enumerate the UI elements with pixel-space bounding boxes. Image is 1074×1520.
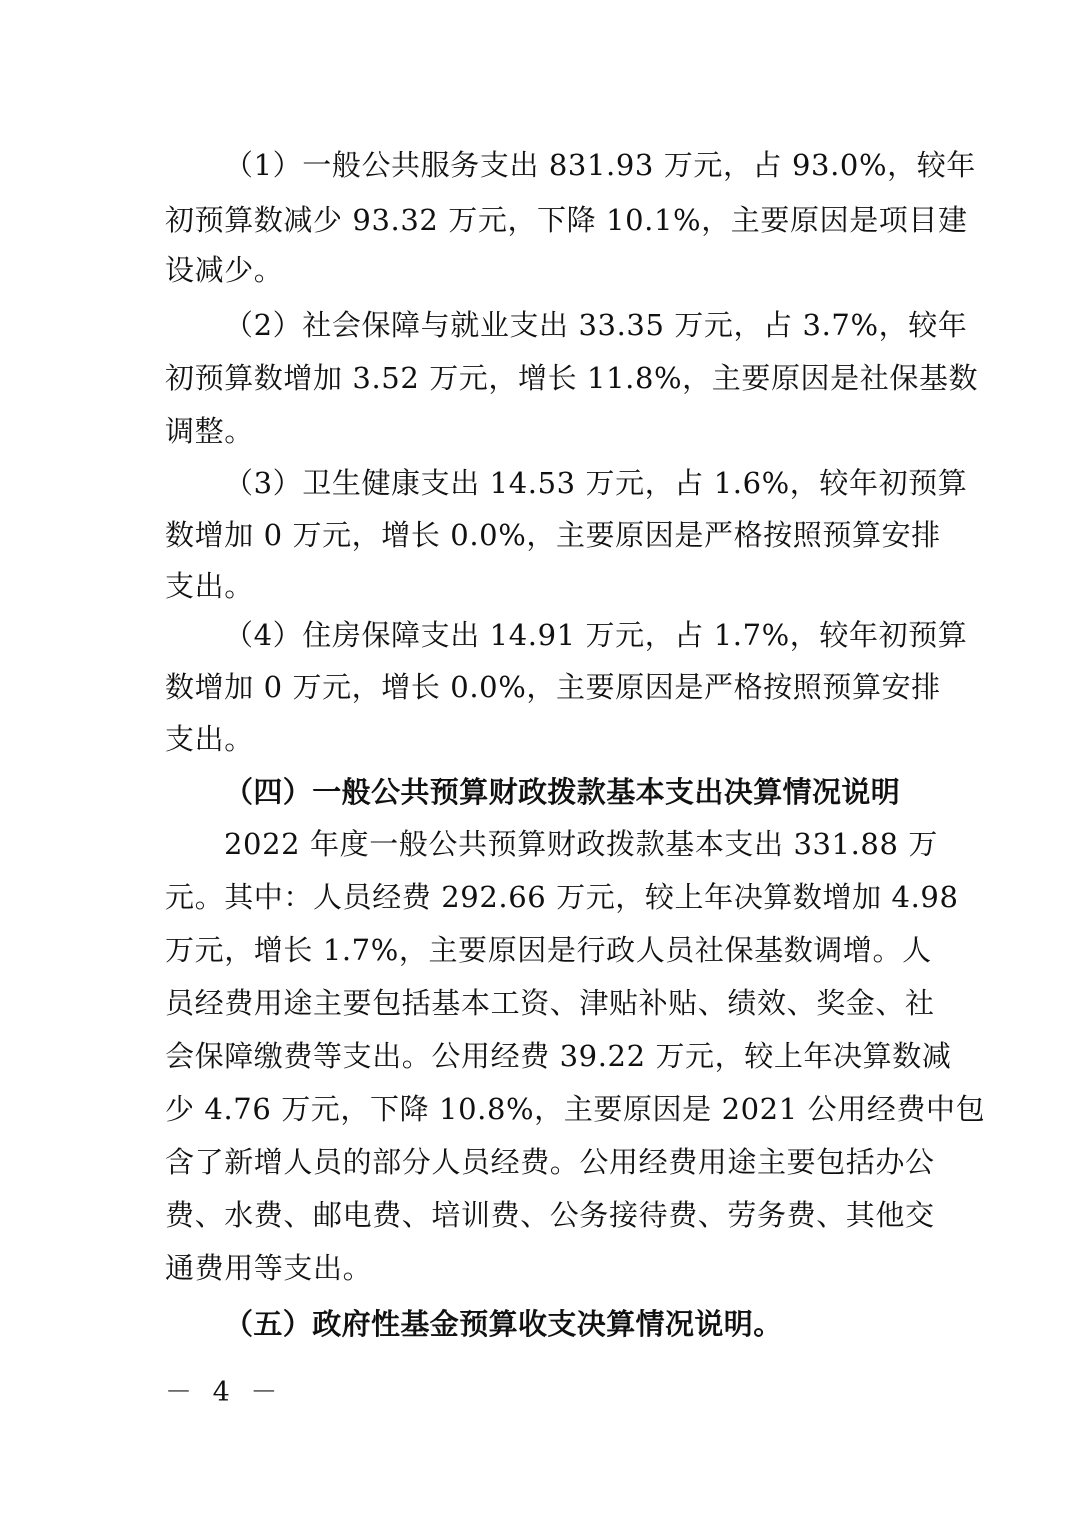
paragraph-line: （3）卫生健康支出 14.53 万元，占 1.6%，较年初预算: [224, 466, 968, 500]
paragraph-line: 含了新增人员的部分人员经费。公用经费用途主要包括办公: [165, 1145, 935, 1179]
paragraph-line: 设减少。: [165, 253, 284, 287]
paragraph-line: 初预算数增加 3.52 万元，增长 11.8%，主要原因是社保基数: [165, 361, 979, 395]
paragraph-line: 万元，增长 1.7%，主要原因是行政人员社保基数调增。人: [165, 933, 932, 967]
paragraph-line: 少 4.76 万元，下降 10.8%，主要原因是 2021 公用经费中包: [165, 1092, 986, 1126]
paragraph-line: 初预算数减少 93.32 万元，下降 10.1%，主要原因是项目建: [165, 203, 968, 237]
paragraph-line: 通费用等支出。: [165, 1251, 373, 1285]
section-heading: （五）政府性基金预算收支决算情况说明。: [224, 1307, 783, 1341]
paragraph-line: 会保障缴费等支出。公用经费 39.22 万元，较上年决算数减: [165, 1039, 952, 1073]
paragraph-line: 费、水费、邮电费、培训费、公务接待费、劳务费、其他交: [165, 1198, 935, 1232]
paragraph-line: 元。其中：人员经费 292.66 万元，较上年决算数增加 4.98: [165, 880, 959, 914]
paragraph-line: （1）一般公共服务支出 831.93 万元，占 93.0%，较年: [224, 148, 976, 182]
page-number: － 4 －: [165, 1377, 284, 1408]
paragraph-line: 数增加 0 万元，增长 0.0%，主要原因是严格按照预算安排: [165, 670, 941, 704]
paragraph-line: 2022 年度一般公共预算财政拨款基本支出 331.88 万: [224, 827, 938, 861]
paragraph-line: 调整。: [165, 414, 254, 448]
paragraph-line: （2）社会保障与就业支出 33.35 万元，占 3.7%，较年: [224, 308, 968, 342]
paragraph-line: 支出。: [165, 722, 254, 756]
paragraph-line: （4）住房保障支出 14.91 万元，占 1.7%，较年初预算: [224, 618, 968, 652]
paragraph-line: 员经费用途主要包括基本工资、津贴补贴、绩效、奖金、社: [165, 986, 935, 1020]
section-heading: （四）一般公共预算财政拨款基本支出决算情况说明: [224, 775, 901, 809]
paragraph-line: 支出。: [165, 569, 254, 603]
paragraph-line: 数增加 0 万元，增长 0.0%，主要原因是严格按照预算安排: [165, 518, 941, 552]
